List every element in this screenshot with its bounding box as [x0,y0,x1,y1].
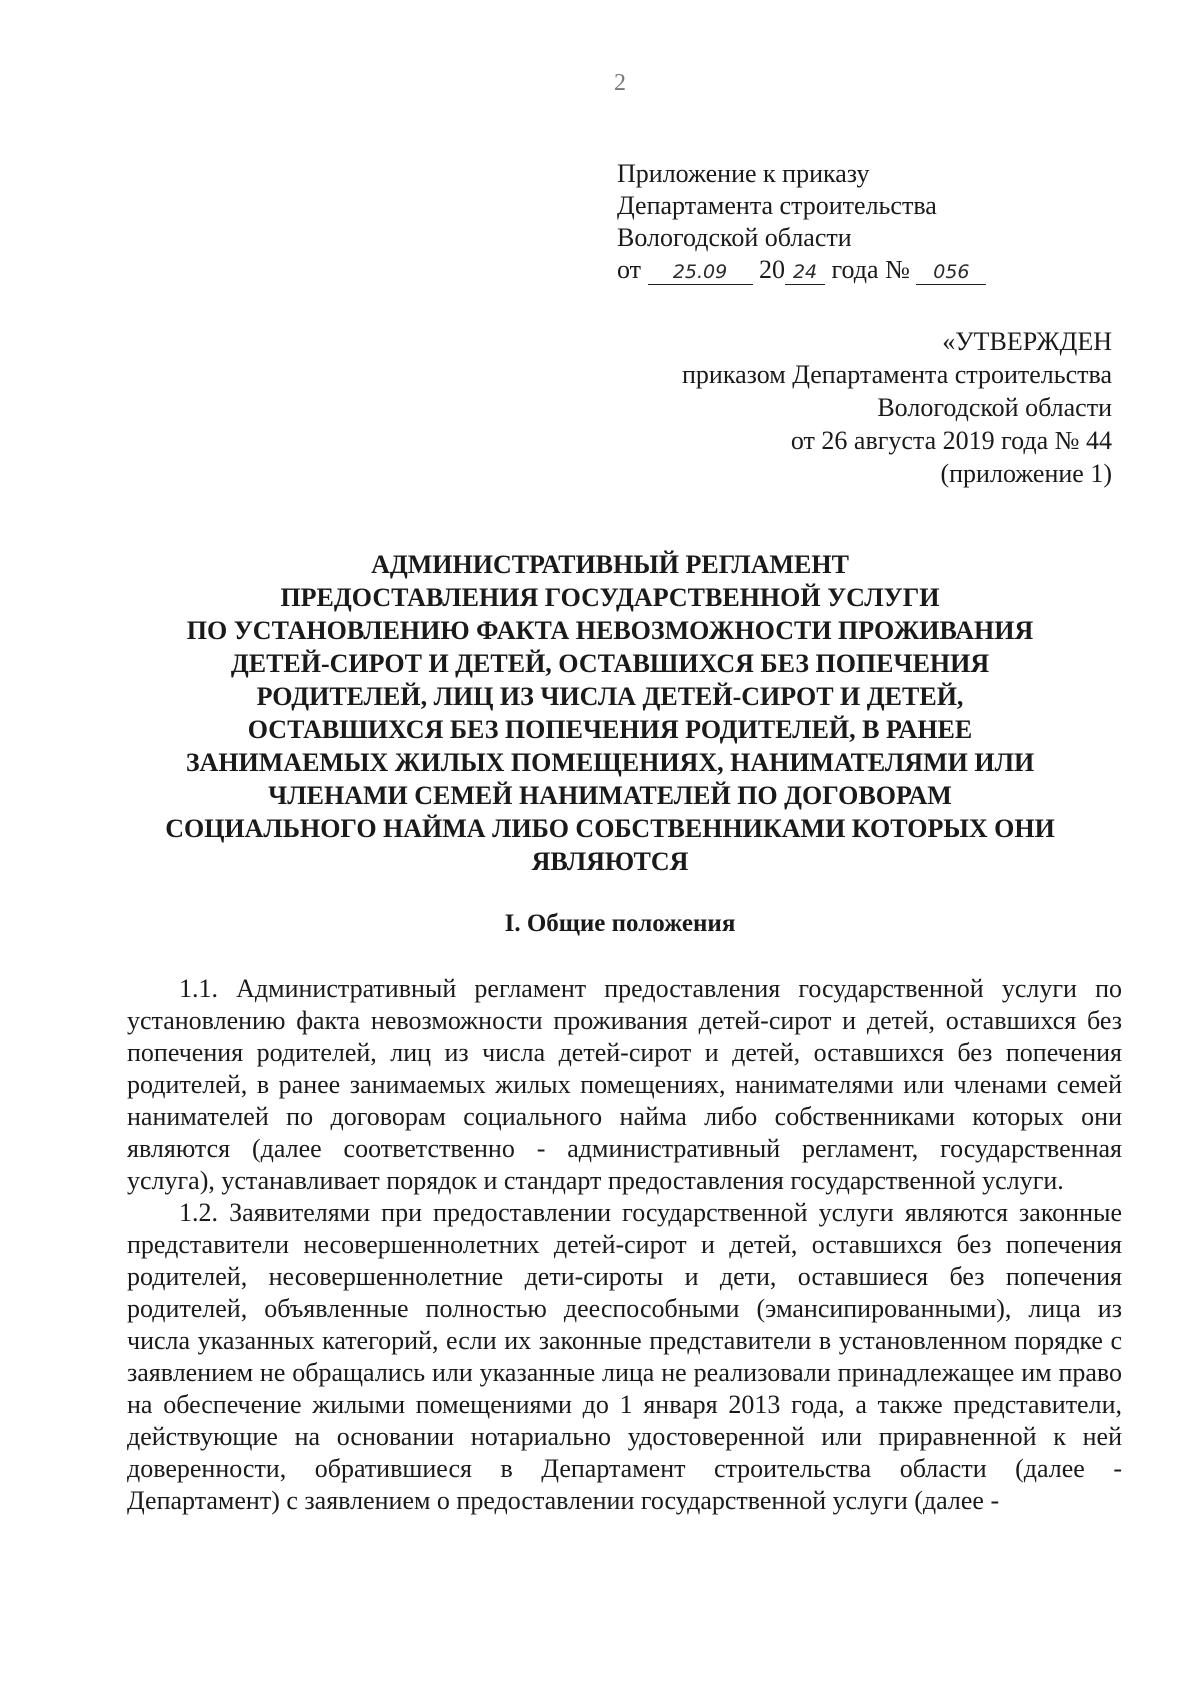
approved-line-1: «УТВЕРЖДЕН [942,327,1112,356]
from-label: от [617,255,642,284]
title-line: ЗАНИМАЕМЫХ ЖИЛЫХ ПОМЕЩЕНИЯХ, НАНИМАТЕЛЯМИ ИЛИ [185,748,1035,777]
appendix-header [617,158,986,286]
approved-block [682,325,1112,490]
year-prefix: 20 [759,255,786,284]
title-line: ДЕТЕЙ-СИРОТ И ДЕТЕЙ, ОСТАВШИХСЯ БЕЗ ПОПЕЧЕНИЯ [230,649,990,678]
approved-line-5: (приложение 1) [940,459,1112,488]
body-text [127,973,1122,1517]
appendix-line-3: Вологодской области [617,223,852,252]
title-line: РОДИТЕЛЕЙ, ЛИЦ ИЗ ЧИСЛА ДЕТЕЙ-СИРОТ И ДЕТЕЙ, [256,682,964,711]
title-line: ЧЛЕНАМИ СЕМЕЙ НАНИМАТЕЛЕЙ ПО ДОГОВОРАМ [268,781,952,810]
handwritten-year: 24 [785,260,825,285]
title-line: ПО УСТАНОВЛЕНИЮ ФАКТА НЕВОЗМОЖНОСТИ ПРОЖИВАНИЯ [186,616,1034,645]
paragraph-1-1: 1.1. Административный регламент предоставления государственной услуги по установлению факта невозможности проживания детей-сирот и детей, оставшихся без попечения родителей, лиц из числа детей-сирот и детей, оставшихся без попечения родителей, в ранее занимаемых жилых помещениях, нанимателями или членами семей нанимателей по договорам социального найма либо собственниками которых они являются (далее соответственно - административный регламент, государственная услуга), устанавливает порядок и стандарт предоставления государственной услуги. [127,974,1122,1195]
document-title [80,548,1140,878]
number-label: № [885,255,910,284]
title-line: СОЦИАЛЬНОГО НАЙМА ЛИБО СОБСТВЕННИКАМИ КОТОРЫХ ОНИ [165,814,1055,843]
handwritten-number: 056 [916,260,986,285]
year-label: года [831,255,879,284]
appendix-line-2: Департамента строительства [617,191,937,220]
title-line: АДМИНИСТРАТИВНЫЙ РЕГЛАМЕНТ [371,550,849,579]
handwritten-date: 25.09 [648,260,753,285]
paragraph-1-2: 1.2. Заявителями при предоставлении государственной услуги являются законные представители несовершеннолетних детей-сирот и детей, оставшихся без попечения родителей, несовершеннолетние дети-сироты и дети, оставшиеся без попечения родителей, объявленные полностью дееспособными (эмансипированными), лица из числа указанных категорий, если их законные представители в установленном порядке с заявлением не обращались или указанные лица не реализовали принадлежащее им право на обеспечение жилыми помещениями до 1 января 2013 года, а также представители, действующие на основании нотариально удостоверенной или приравненной к ней доверенности, обратившиеся в Департамент строительства области (далее - Департамент) с заявлением о предоставлении государственной услуги (далее - [127,1198,1122,1515]
approved-line-3: Вологодской области [877,393,1112,422]
page-number: 2 [614,70,626,96]
approved-line-4: от 26 августа 2019 года № 44 [790,426,1112,455]
title-line: ОСТАВШИХСЯ БЕЗ ПОПЕЧЕНИЯ РОДИТЕЛЕЙ, В РАНЕЕ [247,715,973,744]
title-line: ПРЕДОСТАВЛЕНИЯ ГОСУДАРСТВЕННОЙ УСЛУГИ [280,583,940,612]
appendix-date-line [617,254,986,286]
appendix-line-1: Приложение к приказу [617,159,870,188]
title-line: ЯВЛЯЮТСЯ [531,847,689,876]
approved-line-2: приказом Департамента строительства [682,360,1112,389]
section-heading: I. Общие положения [504,910,736,937]
